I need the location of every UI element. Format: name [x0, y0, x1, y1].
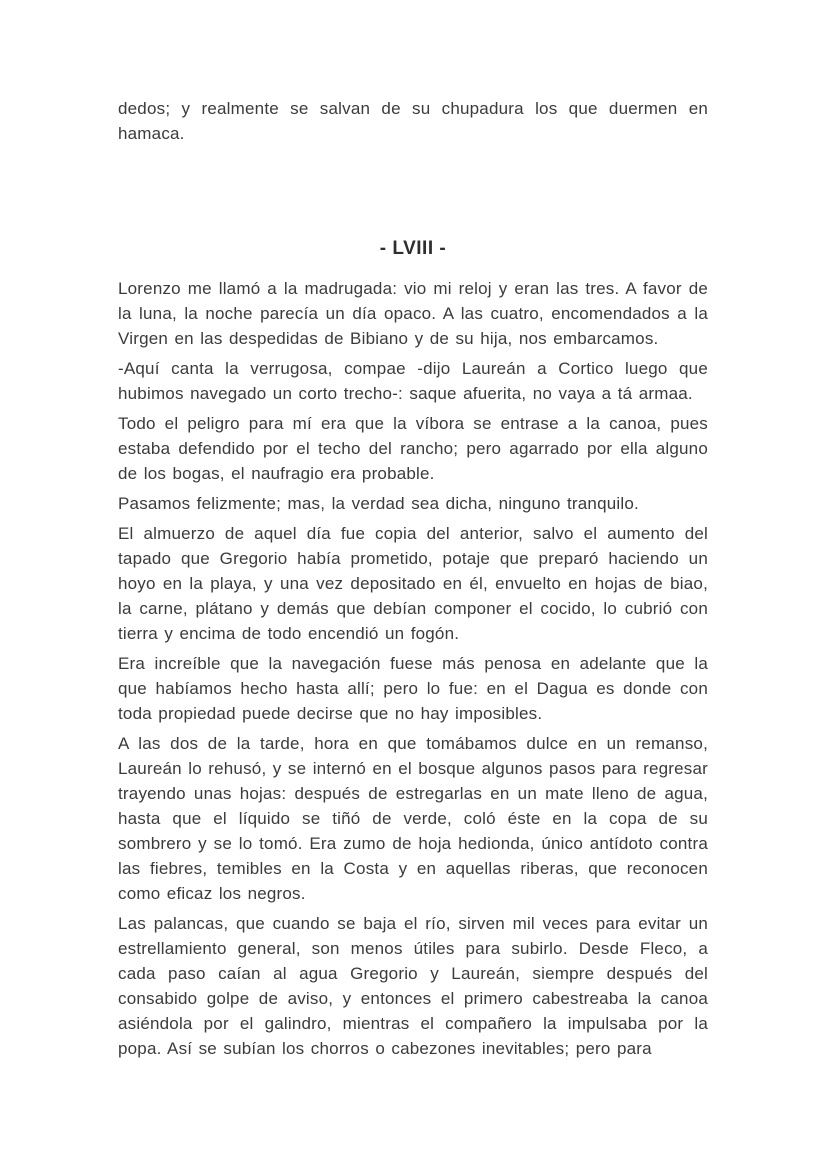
body-paragraph: El almuerzo de aquel día fue copia del anterior, salvo el aumento del tapado que Gregorio había prometido, potaje que preparó haciendo un hoyo en la playa, y una vez depositado en él, envuelto en hojas de biao, la carne, plátano y demás que debían componer el cocido, lo cubrió con tierra y encima de todo encendió un fogón. — [118, 524, 708, 643]
body-paragraph: A las dos de la tarde, hora en que tomábamos dulce en un remanso, Laureán lo rehusó, y se internó en el bosque algunos pasos para regresar trayendo unas hojas: después de estregarlas en un mate lleno de agua, hasta que el líquido se tiñó de verde, coló éste en la copa de su sombrero y se lo tomó. Era zumo de hoja hedionda, único antídoto contra las fiebres, temibles en la Costa y en aquellas riberas, que reconocen como eficaz los negros. — [118, 734, 708, 903]
body-paragraph: Era increíble que la navegación fuese más penosa en adelante que la que habíamos hecho hasta allí; pero lo fue: en el Dagua es donde con toda propiedad puede decirse que no hay imposibles. — [118, 654, 708, 723]
chapter-heading: - LVIII - — [379, 238, 447, 259]
continuation-paragraph: dedos; y realmente se salvan de su chupadura los que duermen en hamaca. — [118, 99, 708, 143]
body-paragraph: Pasamos felizmente; mas, la verdad sea dicha, ninguno tranquilo. — [118, 494, 639, 513]
body-paragraph: Las palancas, que cuando se baja el río, sirven mil veces para evitar un estrellamiento general, son menos útiles para subirlo. Desde Fleco, a cada paso caían al agua Gregorio y Laureán, siempre después del consabido golpe de aviso, y entonces el primero cabestreaba la canoa asiéndola por el galindro, mientras el compañero la impulsaba por la popa. Así se subían los chorros o cabezones inevitables; pero para — [118, 914, 708, 1058]
body-paragraph: Todo el peligro para mí era que la víbora se entrase a la canoa, pues estaba defendido por el techo del rancho; pero agarrado por ella alguno de los bogas, el naufragio era probable. — [118, 414, 708, 483]
body-paragraph: Lorenzo me llamó a la madrugada: vio mi reloj y eran las tres. A favor de la luna, la noche parecía un día opaco. A las cuatro, encomendados a la Virgen en las despedidas de Bibiano y de su hija, nos embarcamos. — [118, 279, 708, 348]
body-paragraph: -Aquí canta la verrugosa, compae -dijo Laureán a Cortico luego que hubimos navegado un corto trecho-: saque afuerita, no vaya a tá armaa. — [118, 359, 708, 403]
text-column — [118, 96, 708, 1061]
